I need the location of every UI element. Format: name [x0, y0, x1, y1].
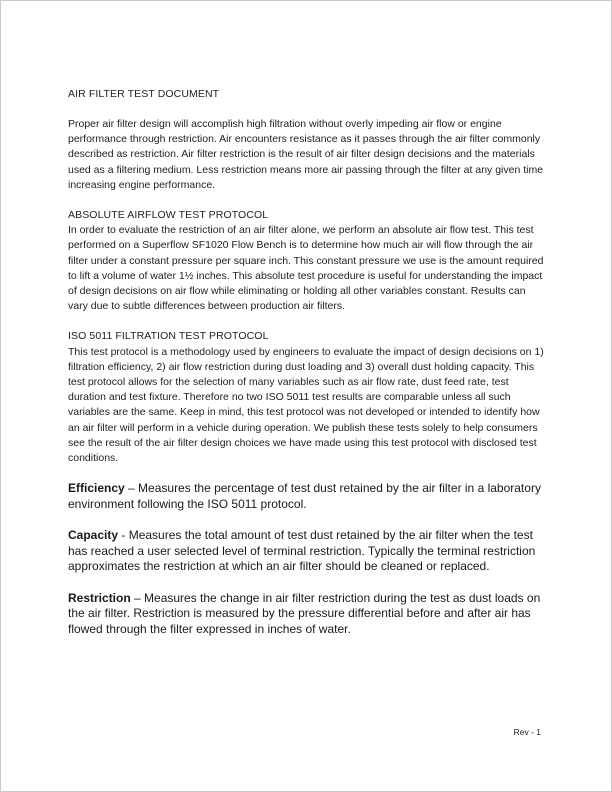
definitions-list [68, 481, 545, 637]
definition-term-capacity: Capacity [68, 528, 119, 543]
section-body-absolute-airflow: In order to evaluate the restriction of an air filter alone, we perform an absolute air flow test. This test performed on a Superflow SF1020 Flow Bench is to determine how much air will flow through the air filter under a constant pressure per square inch. This constant pressure we use is the amount required to lift a volume of water 1½ inches. This absolute test procedure is useful for understanding the impact of design decisions on air flow while eliminating or holding all other variables constant. Results can vary due to subtle differences between production air filters. [68, 224, 544, 313]
definition-text-efficiency: Measures the percentage of test dust retained by the air filter in a laboratory environment following the ISO 5011 protocol. [68, 481, 541, 511]
definition-capacity [68, 528, 545, 575]
definition-term-restriction: Restriction [68, 590, 131, 605]
document-title: AIR FILTER TEST DOCUMENT [68, 88, 220, 100]
section-body-iso-5011: This test protocol is a methodology used by engineers to evaluate the impact of design decisions on 1) filtration efficiency, 2) air flow restriction during dust loading and 3) overall dust holding capacity. This test protocol allows for the selection of many variables such as air flow rate, dust feed rate, test duration and test fixture. Therefore no two ISO 5011 test results are comparable unless all such variables are the same. Keep in mind, this test protocol was not developed or intended to identify how an air filter will perform in a vehicle during operation. We publish these tests solely to help consumers see the result of the air filter design choices we have made using this test protocol with disclosed test conditions. [68, 345, 544, 465]
definition-restriction [68, 591, 545, 638]
definition-separator: - [118, 528, 129, 543]
intro-paragraph: Proper air filter design will accomplish high filtration without overly impeding air flow or engine performance through restriction. Air encounters resistance as it passes through the air filter commonly described as restriction. Air filter restriction is the result of air filter design decisions and the materials used as a filtering medium. Less restriction means more air passing through the filter at any given time increasing engine performance. [68, 118, 544, 191]
definition-text-restriction: Measures the change in air filter restriction during the test as dust loads on the air filter. Restriction is measured by the pressure differential before and after air has flowed through the filter expressed in inches of water. [68, 590, 541, 636]
revision-label: Rev - 1 [513, 727, 541, 737]
definition-separator: – [124, 481, 139, 496]
definition-separator: – [130, 590, 145, 605]
section-iso-5011 [68, 329, 545, 466]
definition-efficiency [68, 481, 545, 512]
section-absolute-airflow [68, 208, 545, 314]
section-heading-absolute-airflow: ABSOLUTE AIRFLOW TEST PROTOCOL [68, 209, 269, 222]
definition-text-capacity: Measures the total amount of test dust retained by the air filter when the test has reached a user selected level of terminal restriction. Typically the terminal restriction approximates the restriction at which an air filter should be cleaned or replaced. [68, 528, 536, 574]
section-heading-iso-5011: ISO 5011 FILTRATION TEST PROTOCOL [68, 330, 269, 343]
definition-term-efficiency: Efficiency [68, 481, 125, 496]
